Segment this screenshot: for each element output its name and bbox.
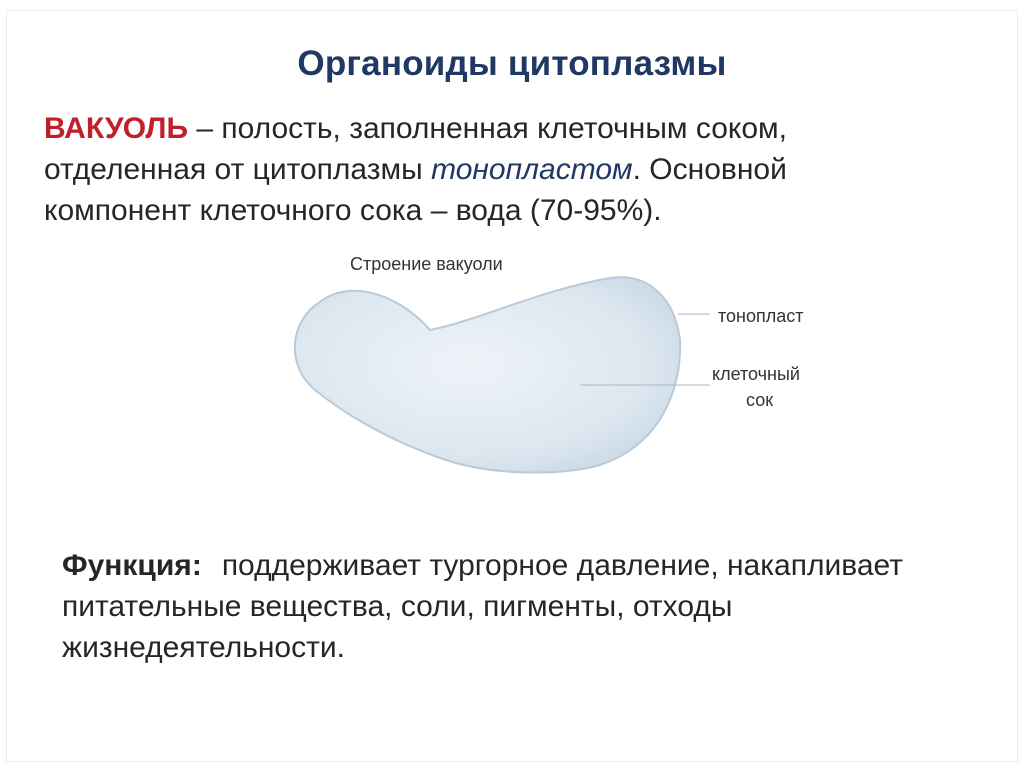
function-block bbox=[62, 545, 962, 668]
vacuole-definition bbox=[44, 108, 924, 231]
function-text: поддерживает тургорное давление, накапливает питательные вещества, соли, пигменты, отходы жизнедеятельности. bbox=[62, 549, 903, 664]
diagram-caption: Строение вакуоли bbox=[350, 254, 503, 274]
definition-text-part1: – полость, заполненная клеточным соком, отделенная от цитоплазмы bbox=[44, 112, 788, 186]
definition-text-part2: . Основной компонент клеточного сока – вода (70-95%). bbox=[44, 153, 787, 227]
label-cell-sap-line2: сок bbox=[746, 390, 774, 410]
label-tonoplast: тонопласт bbox=[718, 306, 804, 326]
vacuole-diagram bbox=[280, 240, 880, 490]
function-label: Функция: bbox=[62, 549, 202, 582]
vacuole-shape bbox=[295, 277, 680, 472]
label-cell-sap-line1: клеточный bbox=[712, 364, 800, 384]
page-title: Органоиды цитоплазмы bbox=[297, 44, 727, 83]
tonoplast-word: тонопластом bbox=[431, 153, 633, 186]
term-vacuole: ВАКУОЛЬ bbox=[44, 112, 189, 145]
